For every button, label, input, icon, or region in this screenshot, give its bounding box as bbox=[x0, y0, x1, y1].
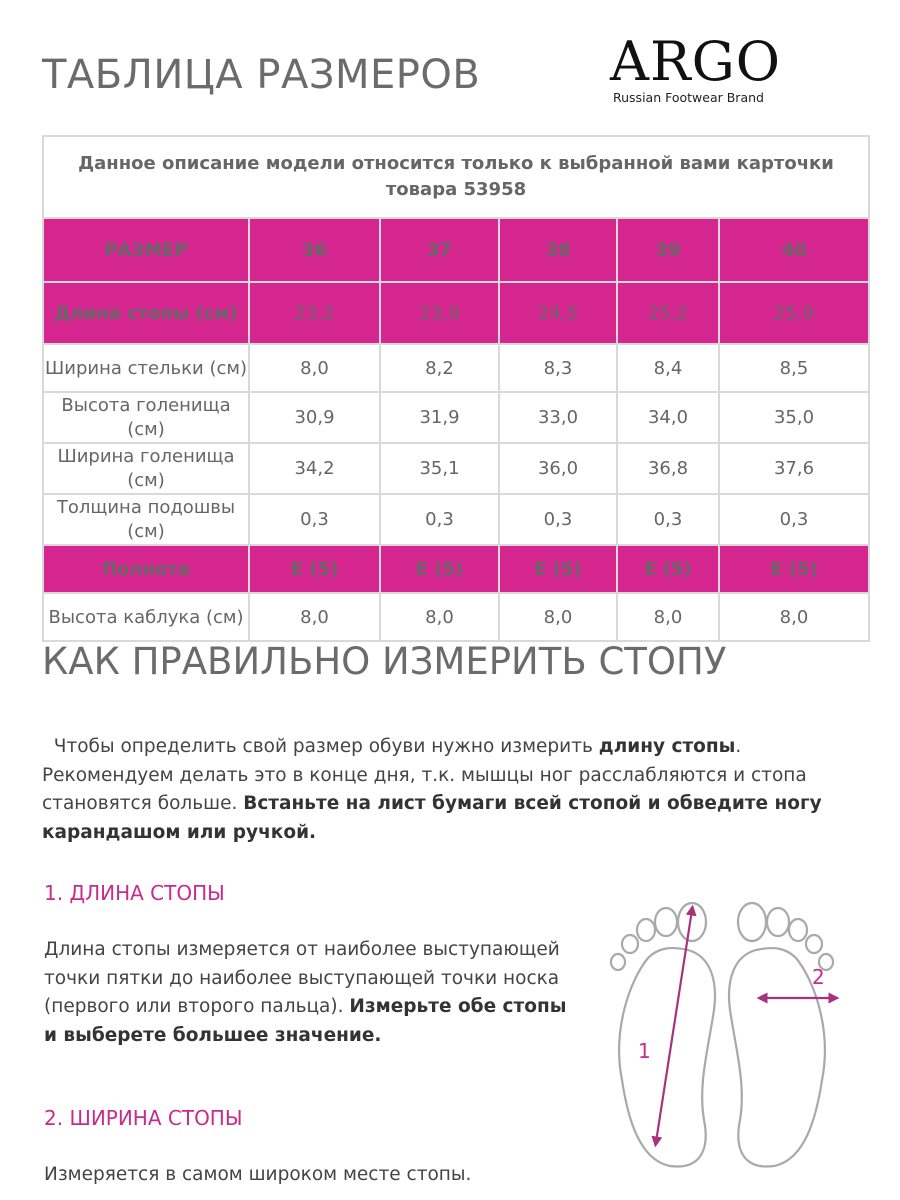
size-header-row bbox=[43, 218, 869, 282]
table-cell: 8,2 bbox=[380, 344, 499, 392]
table-cell: 34,0 bbox=[617, 392, 719, 443]
intro-text: . Рекомендуем делать это в конце дня, т.к. мышцы ног расслабляются и стопа становятся больше. bbox=[42, 736, 807, 814]
foot-length-row bbox=[43, 282, 869, 344]
size-cell: 38 bbox=[499, 218, 617, 282]
section-heading-width: 2. ШИРИНА СТОПЫ bbox=[44, 1106, 243, 1130]
table-cell: 23,2 bbox=[249, 282, 380, 344]
table-cell: 35,0 bbox=[719, 392, 869, 443]
table-cell: 8,0 bbox=[617, 593, 719, 641]
sole-thickness-row bbox=[43, 494, 869, 545]
size-label: РАЗМЕР bbox=[43, 218, 249, 282]
section-text-width: Измеряется в самом широком месте стопы. bbox=[44, 1164, 472, 1185]
table-cell: 36,0 bbox=[499, 443, 617, 494]
right-foot-icon bbox=[729, 903, 833, 1167]
logo-name: ARGO bbox=[610, 30, 782, 93]
table-cell: 8,5 bbox=[719, 344, 869, 392]
table-cell: 8,4 bbox=[617, 344, 719, 392]
size-cell: 40 bbox=[719, 218, 869, 282]
size-table bbox=[42, 135, 870, 642]
paragraph-text: Длина стопы измеряется от наиболее выступающей точки пятки до наиболее выступающей точки носка (первого или второго пальца). bbox=[44, 939, 560, 1017]
intro-bold: Встаньте на лист бумаги всей стопой и обведите ногу карандашом или ручкой. bbox=[42, 793, 822, 843]
table-cell: 0,3 bbox=[249, 494, 380, 545]
label-width-number: 2 bbox=[812, 965, 825, 989]
table-cell: 37,6 bbox=[719, 443, 869, 494]
fullness-row bbox=[43, 545, 869, 593]
table-note: Данное описание модели относится только к выбранной вами карточки товара 53958 bbox=[43, 136, 869, 218]
size-cell: 39 bbox=[617, 218, 719, 282]
table-cell: E (5) bbox=[617, 545, 719, 593]
table-cell: E (5) bbox=[380, 545, 499, 593]
table-cell: E (5) bbox=[499, 545, 617, 593]
table-cell: 0,3 bbox=[499, 494, 617, 545]
size-cell: 36 bbox=[249, 218, 380, 282]
guide-title: КАК ПРАВИЛЬНО ИЗМЕРИТЬ СТОПУ bbox=[42, 640, 727, 683]
table-cell: 30,9 bbox=[249, 392, 380, 443]
left-foot-icon bbox=[611, 903, 715, 1167]
section-heading-length: 1. ДЛИНА СТОПЫ bbox=[44, 881, 225, 905]
table-cell: 34,2 bbox=[249, 443, 380, 494]
table-cell: 25,2 bbox=[617, 282, 719, 344]
table-cell: 8,3 bbox=[499, 344, 617, 392]
table-cell: 8,0 bbox=[719, 593, 869, 641]
table-cell: 35,1 bbox=[380, 443, 499, 494]
guide-intro bbox=[42, 733, 822, 847]
page-title: ТАБЛИЦА РАЗМЕРОВ bbox=[42, 52, 481, 98]
table-cell: 8,0 bbox=[380, 593, 499, 641]
shaft-height-row bbox=[43, 392, 869, 443]
row-label: Ширина стельки (см) bbox=[43, 344, 249, 392]
table-cell: 33,0 bbox=[499, 392, 617, 443]
table-cell: 23,9 bbox=[380, 282, 499, 344]
size-cell: 37 bbox=[380, 218, 499, 282]
paragraph-bold: Измерьте обе стопы и выберете большее значение. bbox=[44, 996, 567, 1046]
table-cell: 25,9 bbox=[719, 282, 869, 344]
insole-width-row bbox=[43, 344, 869, 392]
brand-logo bbox=[610, 30, 810, 105]
row-label: Полнота bbox=[43, 545, 249, 593]
intro-bold: длину стопы bbox=[598, 736, 736, 757]
table-cell: E (5) bbox=[719, 545, 869, 593]
row-label: Высота голенища (см) bbox=[43, 392, 249, 443]
row-label: Ширина голенища (см) bbox=[43, 443, 249, 494]
row-label: Высота каблука (см) bbox=[43, 593, 249, 641]
table-cell: 8,0 bbox=[249, 593, 380, 641]
logo-tagline: Russian Footwear Brand bbox=[613, 90, 764, 105]
table-cell: 0,3 bbox=[617, 494, 719, 545]
table-cell: 24,5 bbox=[499, 282, 617, 344]
foot-measure-illustration bbox=[600, 880, 870, 1180]
table-cell: 31,9 bbox=[380, 392, 499, 443]
table-cell: E (5) bbox=[249, 545, 380, 593]
heel-height-row bbox=[43, 593, 869, 641]
section-text-length bbox=[44, 936, 574, 1050]
length-arrow-icon bbox=[656, 910, 692, 1142]
shaft-width-row bbox=[43, 443, 869, 494]
row-label: Длина стопы (см) bbox=[43, 282, 249, 344]
table-cell: 0,3 bbox=[380, 494, 499, 545]
row-label: Толщина подошвы (см) bbox=[43, 494, 249, 545]
table-cell: 8,0 bbox=[499, 593, 617, 641]
intro-text: Чтобы определить свой размер обуви нужно измерить bbox=[53, 736, 599, 757]
label-length-number: 1 bbox=[638, 1039, 651, 1063]
table-cell: 8,0 bbox=[249, 344, 380, 392]
table-cell: 36,8 bbox=[617, 443, 719, 494]
table-cell: 0,3 bbox=[719, 494, 869, 545]
